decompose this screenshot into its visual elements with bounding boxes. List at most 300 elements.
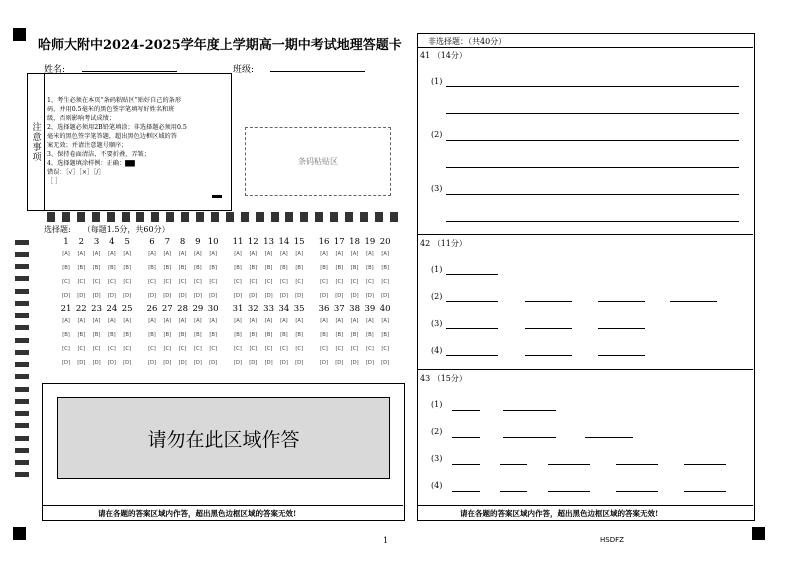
answer-bubble[interactable]: [D] <box>61 360 71 366</box>
question-number: 10 <box>207 237 219 247</box>
answer-bubble[interactable]: [D] <box>233 293 243 299</box>
q41-line-2a[interactable] <box>446 140 739 141</box>
answer-bubble[interactable]: [C] <box>295 279 304 285</box>
q42-part-4: (4) <box>431 346 443 355</box>
notice-line: 码，并用0.5毫米的黑色签字笔填写好姓名和班 <box>47 106 175 113</box>
answer-bubble[interactable]: [B] <box>234 265 242 271</box>
answer-bubble[interactable]: [B] <box>62 265 70 271</box>
answer-bubble[interactable]: [D] <box>92 360 101 366</box>
answer-bubble[interactable]: [C] <box>264 346 273 352</box>
barcode-area: 条码粘贴区 <box>245 127 391 196</box>
q43-line-3c[interactable] <box>548 464 590 465</box>
timing-mark <box>300 212 308 222</box>
answer-bubble[interactable]: [D] <box>92 293 101 299</box>
answer-bubble[interactable]: [A] <box>249 318 258 324</box>
q43-line-2b[interactable] <box>503 437 556 438</box>
timing-mark <box>375 212 383 222</box>
question-number: 22 <box>75 304 87 314</box>
answer-bubble[interactable]: [D] <box>264 360 273 366</box>
answer-bubble[interactable]: [C] <box>108 346 116 352</box>
timing-mark <box>181 212 189 222</box>
answer-bubble[interactable]: [D] <box>365 293 374 299</box>
answer-bubble[interactable]: [D] <box>193 293 202 299</box>
notice-line: 2、选择题必须用2B铅笔填涂；非选择题必须用0.5 <box>47 124 187 131</box>
answer-bubble[interactable]: [B] <box>148 265 156 271</box>
timing-mark <box>15 399 29 404</box>
answer-bubble[interactable]: [D] <box>335 360 344 366</box>
notice-line: 毫米的黑色签字笔答题，超出黑色边框区域的答 <box>47 133 177 140</box>
answer-bubble[interactable]: [B] <box>280 332 288 338</box>
question-number: 35 <box>293 304 305 314</box>
q42-line-2d[interactable] <box>670 301 717 302</box>
answer-bubble[interactable]: [B] <box>335 332 344 338</box>
answer-bubble[interactable]: [C] <box>77 279 86 285</box>
answer-bubble[interactable]: [A] <box>350 318 359 324</box>
answer-bubble[interactable]: [B] <box>148 332 156 338</box>
q41-line-1b[interactable] <box>446 113 739 114</box>
answer-bubble[interactable]: [D] <box>147 293 157 299</box>
answer-bubble[interactable]: [D] <box>233 360 243 366</box>
answer-bubble[interactable]: [D] <box>350 293 359 299</box>
answer-bubble[interactable]: [A] <box>62 251 70 257</box>
answer-bubble[interactable]: [B] <box>178 332 187 338</box>
answer-bubble[interactable]: [D] <box>163 360 172 366</box>
question-number: 19 <box>364 237 376 247</box>
answer-bubble[interactable]: [C] <box>320 346 328 352</box>
answer-bubble[interactable]: [A] <box>163 318 172 324</box>
q42-part-1: (1) <box>431 265 443 274</box>
answer-bubble[interactable]: [C] <box>381 279 390 285</box>
answer-bubble[interactable]: [D] <box>61 293 71 299</box>
answer-bubble[interactable]: [C] <box>335 346 344 352</box>
answer-bubble[interactable]: [C] <box>234 346 242 352</box>
answer-bubble[interactable]: [A] <box>234 251 242 257</box>
answer-bubble[interactable]: [A] <box>234 318 242 324</box>
answer-bubble[interactable]: [C] <box>264 279 273 285</box>
answer-bubble[interactable]: [C] <box>62 346 70 352</box>
q42-line-3b[interactable] <box>525 328 572 329</box>
answer-bubble[interactable]: [C] <box>178 346 187 352</box>
q41-line-2b[interactable] <box>446 167 739 168</box>
answer-bubble[interactable]: [A] <box>148 251 156 257</box>
q43-line-4a[interactable] <box>452 491 480 492</box>
answer-bubble[interactable]: [A] <box>108 318 116 324</box>
question-number: 28 <box>177 304 188 314</box>
question-number: 5 <box>124 237 130 247</box>
timing-mark <box>15 301 29 306</box>
answer-bubble[interactable]: [D] <box>107 293 116 299</box>
answer-bubble[interactable]: [C] <box>92 279 101 285</box>
answer-bubble[interactable]: [B] <box>366 265 374 271</box>
answer-bubble[interactable]: [C] <box>249 279 258 285</box>
answer-bubble[interactable]: [C] <box>178 279 187 285</box>
answer-bubble[interactable]: [A] <box>295 251 303 257</box>
question-number: 25 <box>121 304 133 314</box>
timing-mark <box>271 212 279 222</box>
answer-bubble[interactable]: [D] <box>279 293 288 299</box>
answer-bubble[interactable]: [A] <box>320 251 328 257</box>
answer-bubble[interactable]: [C] <box>280 346 288 352</box>
timing-mark <box>15 411 29 416</box>
question-number: 12 <box>247 237 259 247</box>
mcq-header: 选择题: （每题1.5分，共60分） <box>44 225 170 234</box>
answer-bubble[interactable]: [C] <box>163 279 172 285</box>
answer-bubble[interactable]: [C] <box>320 279 328 285</box>
answer-bubble[interactable]: [B] <box>108 265 116 271</box>
answer-bubble[interactable]: [B] <box>77 332 86 338</box>
answer-bubble[interactable]: [C] <box>194 279 202 285</box>
answer-bubble[interactable]: [A] <box>108 251 116 257</box>
answer-bubble[interactable]: [C] <box>148 346 156 352</box>
answer-bubble[interactable]: [D] <box>249 293 258 299</box>
answer-bubble[interactable]: [B] <box>295 332 303 338</box>
question-number: 6 <box>149 237 155 247</box>
q43-line-3d[interactable] <box>616 464 658 465</box>
answer-bubble[interactable]: [B] <box>264 265 273 271</box>
q41-line-3b[interactable] <box>446 221 739 222</box>
answer-bubble[interactable]: [B] <box>249 265 258 271</box>
answer-bubble[interactable]: [B] <box>249 332 258 338</box>
answer-bubble[interactable]: [B] <box>123 332 131 338</box>
q43-line-4e[interactable] <box>684 491 726 492</box>
answer-bubble[interactable]: [C] <box>381 346 390 352</box>
answer-bubble[interactable]: [A] <box>264 318 273 324</box>
answer-bubble[interactable]: [B] <box>295 265 303 271</box>
q43-line-3a[interactable] <box>452 464 480 465</box>
answer-bubble[interactable]: [A] <box>194 318 202 324</box>
answer-bubble[interactable]: [D] <box>77 293 86 299</box>
answer-bubble[interactable]: [D] <box>209 360 218 366</box>
answer-bubble[interactable]: [B] <box>280 265 288 271</box>
answer-bubble[interactable]: [B] <box>194 332 202 338</box>
q43-line-4d[interactable] <box>616 491 658 492</box>
question-number: 17 <box>333 237 345 247</box>
answer-bubble[interactable]: [B] <box>381 332 389 338</box>
answer-bubble[interactable]: [D] <box>77 360 86 366</box>
q42-line-2b[interactable] <box>525 301 572 302</box>
answer-bubble[interactable]: [A] <box>148 318 156 324</box>
q43-line-4c[interactable] <box>548 491 590 492</box>
timing-mark <box>92 212 100 222</box>
answer-bubble[interactable]: [B] <box>320 265 328 271</box>
answer-bubble[interactable]: [D] <box>295 360 304 366</box>
answer-bubble[interactable]: [B] <box>264 332 273 338</box>
q43-title: 43 （15分） <box>420 374 467 383</box>
answer-bubble[interactable]: [B] <box>194 265 202 271</box>
answer-bubble[interactable]: [C] <box>335 279 344 285</box>
answer-bubble[interactable]: [A] <box>280 251 288 257</box>
timing-mark <box>15 252 29 257</box>
exam-code: HSDFZ <box>600 536 624 544</box>
question-number: 38 <box>349 304 360 314</box>
timing-mark <box>77 212 85 222</box>
answer-bubble[interactable]: [C] <box>194 346 202 352</box>
notice-line: 级，否则影响考试成绩； <box>47 115 116 122</box>
timing-mark <box>15 240 29 245</box>
non-mcq-header: 非选择题：（共40分） <box>428 37 507 46</box>
timing-mark <box>15 338 29 343</box>
answer-bubble[interactable]: [D] <box>295 293 304 299</box>
q43-line-1b[interactable] <box>503 410 556 411</box>
answer-bubble[interactable]: [B] <box>92 265 101 271</box>
answer-bubble[interactable]: [C] <box>295 346 304 352</box>
answer-bubble[interactable]: [A] <box>77 318 86 324</box>
q43-line-1a[interactable] <box>452 410 480 411</box>
notice-box <box>27 73 232 211</box>
answer-bubble[interactable]: [C] <box>209 279 218 285</box>
timing-mark <box>360 212 368 222</box>
timing-mark <box>196 212 204 222</box>
answer-bubble[interactable]: [B] <box>77 265 86 271</box>
answer-bubble[interactable]: [A] <box>366 318 374 324</box>
question-number: 20 <box>379 237 391 247</box>
answer-bubble[interactable]: [B] <box>366 332 374 338</box>
answer-bubble[interactable]: [D] <box>319 293 329 299</box>
answer-bubble[interactable]: [A] <box>209 318 217 324</box>
page-number: 1 <box>383 536 389 545</box>
answer-bubble[interactable]: [C] <box>280 279 288 285</box>
answer-bubble[interactable]: [D] <box>381 360 390 366</box>
answer-bubble[interactable]: [D] <box>209 293 218 299</box>
timing-mark <box>15 436 29 441</box>
timing-mark <box>122 212 130 222</box>
timing-mark <box>166 212 174 222</box>
q42-title: 42 （11分） <box>420 239 467 248</box>
answer-bubble[interactable]: [A] <box>249 251 258 257</box>
answer-bubble[interactable]: [D] <box>350 360 359 366</box>
q42-line-4b[interactable] <box>525 355 572 356</box>
timing-mark <box>211 212 219 222</box>
q41-part-3: (3) <box>431 184 443 193</box>
notice-line: 案无效；并请注意题号顺序； <box>47 142 128 149</box>
answer-bubble[interactable]: [A] <box>320 318 328 324</box>
question-number: 2 <box>78 237 84 247</box>
answer-bubble[interactable]: [D] <box>193 360 202 366</box>
answer-bubble[interactable]: [B] <box>178 265 187 271</box>
answer-bubble[interactable]: [A] <box>381 318 389 324</box>
timing-mark <box>390 212 398 222</box>
q41-title: 41 （14分） <box>420 51 467 60</box>
timing-mark <box>15 362 29 367</box>
answer-bubble[interactable]: [A] <box>194 251 202 257</box>
corner-marker-bottom-left <box>13 527 26 540</box>
question-number: 18 <box>349 237 360 247</box>
q43-part-4: (4) <box>431 481 443 490</box>
answer-bubble[interactable]: [C] <box>77 346 86 352</box>
sample-mark <box>212 195 222 198</box>
answer-bubble[interactable]: [D] <box>163 293 172 299</box>
class-label: 班级: <box>233 65 255 75</box>
q43-line-2c[interactable] <box>585 437 633 438</box>
q43-part-2: (2) <box>431 427 443 436</box>
q42-divider <box>417 234 753 235</box>
answer-bubble[interactable]: [A] <box>178 251 187 257</box>
timing-mark <box>345 212 353 222</box>
q43-line-3b[interactable] <box>500 464 527 465</box>
answer-bubble[interactable]: [D] <box>249 360 258 366</box>
answer-bubble[interactable]: [D] <box>147 360 157 366</box>
q42-line-4c[interactable] <box>598 355 645 356</box>
answer-bubble[interactable]: [D] <box>335 293 344 299</box>
timing-mark <box>47 212 55 222</box>
question-number: 40 <box>379 304 391 314</box>
answer-bubble[interactable]: [D] <box>178 360 187 366</box>
answer-bubble[interactable]: [B] <box>209 265 217 271</box>
question-number: 11 <box>232 237 244 247</box>
answer-bubble[interactable]: [D] <box>107 360 116 366</box>
q42-line-3a[interactable] <box>446 328 498 329</box>
question-number: 30 <box>207 304 219 314</box>
timing-mark <box>15 472 29 477</box>
answer-bubble[interactable]: [C] <box>62 279 70 285</box>
answer-bubble[interactable]: [B] <box>320 332 328 338</box>
answer-bubble[interactable]: [A] <box>350 251 359 257</box>
question-number: 31 <box>232 304 244 314</box>
answer-bubble[interactable]: [A] <box>209 251 217 257</box>
answer-bubble[interactable]: [C] <box>163 346 172 352</box>
timing-mark <box>330 212 338 222</box>
timing-mark <box>226 212 234 222</box>
footer-notice-right: 请在各题的答案区域内作答，超出黑色边框区域的答案无效! <box>460 509 659 518</box>
notice-lines <box>47 96 227 186</box>
answer-bubble[interactable]: [C] <box>366 346 374 352</box>
answer-bubble[interactable]: [A] <box>381 251 389 257</box>
answer-bubble[interactable]: [C] <box>108 279 116 285</box>
answer-bubble[interactable]: [D] <box>381 293 390 299</box>
notice-line: 3、保持卷面清洁，不要折叠，弄皱； <box>47 151 150 158</box>
answer-bubble[interactable]: [B] <box>209 332 217 338</box>
answer-bubble[interactable]: [C] <box>234 279 242 285</box>
answer-bubble[interactable]: [C] <box>350 346 359 352</box>
question-number: 33 <box>263 304 274 314</box>
answer-bubble[interactable]: [B] <box>163 332 172 338</box>
answer-bubble[interactable]: [B] <box>108 332 116 338</box>
answer-bubble[interactable]: [B] <box>163 265 172 271</box>
name-field[interactable] <box>82 71 177 72</box>
timing-mark <box>15 374 29 379</box>
name-label: 姓名: <box>44 65 66 75</box>
q43-line-3e[interactable] <box>684 464 726 465</box>
question-number: 24 <box>106 304 118 314</box>
question-number: 29 <box>192 304 204 314</box>
question-number: 4 <box>109 237 115 247</box>
answer-bubble[interactable]: [A] <box>335 251 344 257</box>
question-number: 23 <box>91 304 102 314</box>
answer-bubble[interactable]: [A] <box>123 251 131 257</box>
answer-bubble[interactable]: [A] <box>280 318 288 324</box>
q42-line-4a[interactable] <box>446 355 498 356</box>
answer-bubble[interactable]: [A] <box>264 251 273 257</box>
question-number: 27 <box>161 304 173 314</box>
answer-bubble[interactable]: [A] <box>178 318 187 324</box>
question-number: 3 <box>93 237 100 247</box>
answer-bubble[interactable]: [B] <box>381 265 389 271</box>
answer-bubble[interactable]: [C] <box>148 279 156 285</box>
answer-bubble[interactable]: [B] <box>335 265 344 271</box>
q43-line-4b[interactable] <box>500 491 527 492</box>
question-number: 26 <box>146 304 158 314</box>
timing-mark <box>15 325 29 330</box>
q41-part-1: (1) <box>431 77 443 86</box>
answer-bubble[interactable]: [D] <box>279 360 288 366</box>
question-number: 8 <box>179 237 186 247</box>
timing-mark <box>15 423 29 428</box>
question-number: 36 <box>318 304 330 314</box>
q42-line-3c[interactable] <box>598 328 645 329</box>
answer-bubble[interactable]: [A] <box>62 318 70 324</box>
answer-bubble[interactable]: [A] <box>163 251 172 257</box>
answer-bubble[interactable]: [D] <box>365 360 374 366</box>
notice-line: 1、考生必须在本页“条码粘贴区”贴好自己的条形 <box>47 97 182 104</box>
question-number: 7 <box>164 237 170 247</box>
corner-marker-bottom-right <box>752 527 765 540</box>
q42-line-2a[interactable] <box>446 301 498 302</box>
answer-bubble[interactable]: [C] <box>209 346 218 352</box>
timing-mark <box>15 289 29 294</box>
answer-bubble[interactable]: [C] <box>249 346 258 352</box>
answer-bubble[interactable]: [D] <box>178 293 187 299</box>
right-footer-divider <box>417 505 753 506</box>
answer-bubble[interactable]: [D] <box>319 360 329 366</box>
answer-bubble[interactable]: [D] <box>123 360 132 366</box>
answer-bubble[interactable]: [B] <box>234 332 242 338</box>
answer-bubble[interactable]: [A] <box>123 318 131 324</box>
q43-part-3: (3) <box>431 454 443 463</box>
answer-bubble[interactable]: [A] <box>77 251 86 257</box>
answer-bubble[interactable]: [B] <box>62 332 70 338</box>
corner-marker-top-left <box>13 28 26 41</box>
answer-bubble[interactable]: [C] <box>92 346 101 352</box>
answer-bubble[interactable]: [B] <box>350 332 359 338</box>
answer-bubble[interactable]: [A] <box>335 318 344 324</box>
answer-bubble[interactable]: [A] <box>92 318 101 324</box>
q41-line-3a[interactable] <box>446 194 739 195</box>
q42-line-1[interactable] <box>446 274 498 275</box>
no-write-zone: 请勿在此区域作答 <box>57 397 390 479</box>
answer-bubble[interactable]: [A] <box>366 251 374 257</box>
q42-line-2c[interactable] <box>598 301 645 302</box>
answer-bubble[interactable]: [D] <box>264 293 273 299</box>
q41-part-2: (2) <box>431 130 443 139</box>
answer-bubble[interactable]: [A] <box>92 251 101 257</box>
answer-bubble[interactable]: [A] <box>295 318 303 324</box>
q42-part-3: (3) <box>431 319 443 328</box>
answer-bubble[interactable]: [C] <box>350 279 359 285</box>
timing-mark <box>136 212 144 222</box>
q41-line-1a[interactable] <box>446 86 739 87</box>
question-number: 15 <box>293 237 305 247</box>
q43-part-1: (1) <box>431 400 443 409</box>
timing-mark <box>15 387 29 392</box>
answer-bubble[interactable]: [D] <box>123 293 132 299</box>
q42-part-2: (2) <box>431 292 443 301</box>
class-field[interactable] <box>270 71 365 72</box>
question-number: 37 <box>333 304 345 314</box>
answer-bubble[interactable]: [B] <box>92 332 101 338</box>
question-number: 34 <box>278 304 290 314</box>
answer-bubble[interactable]: [C] <box>366 279 374 285</box>
page-title: 哈师大附中2024-2025学年度上学期高一期中考试地理答题卡 <box>38 38 402 53</box>
answer-bubble[interactable]: [C] <box>123 279 132 285</box>
header-divider <box>417 47 753 48</box>
answer-bubble[interactable]: [B] <box>350 265 359 271</box>
timing-mark <box>107 212 115 222</box>
timing-mark <box>315 212 323 222</box>
answer-bubble[interactable]: [B] <box>123 265 131 271</box>
timing-mark <box>15 264 29 269</box>
q43-line-2a[interactable] <box>452 437 480 438</box>
answer-bubble[interactable]: [C] <box>123 346 132 352</box>
